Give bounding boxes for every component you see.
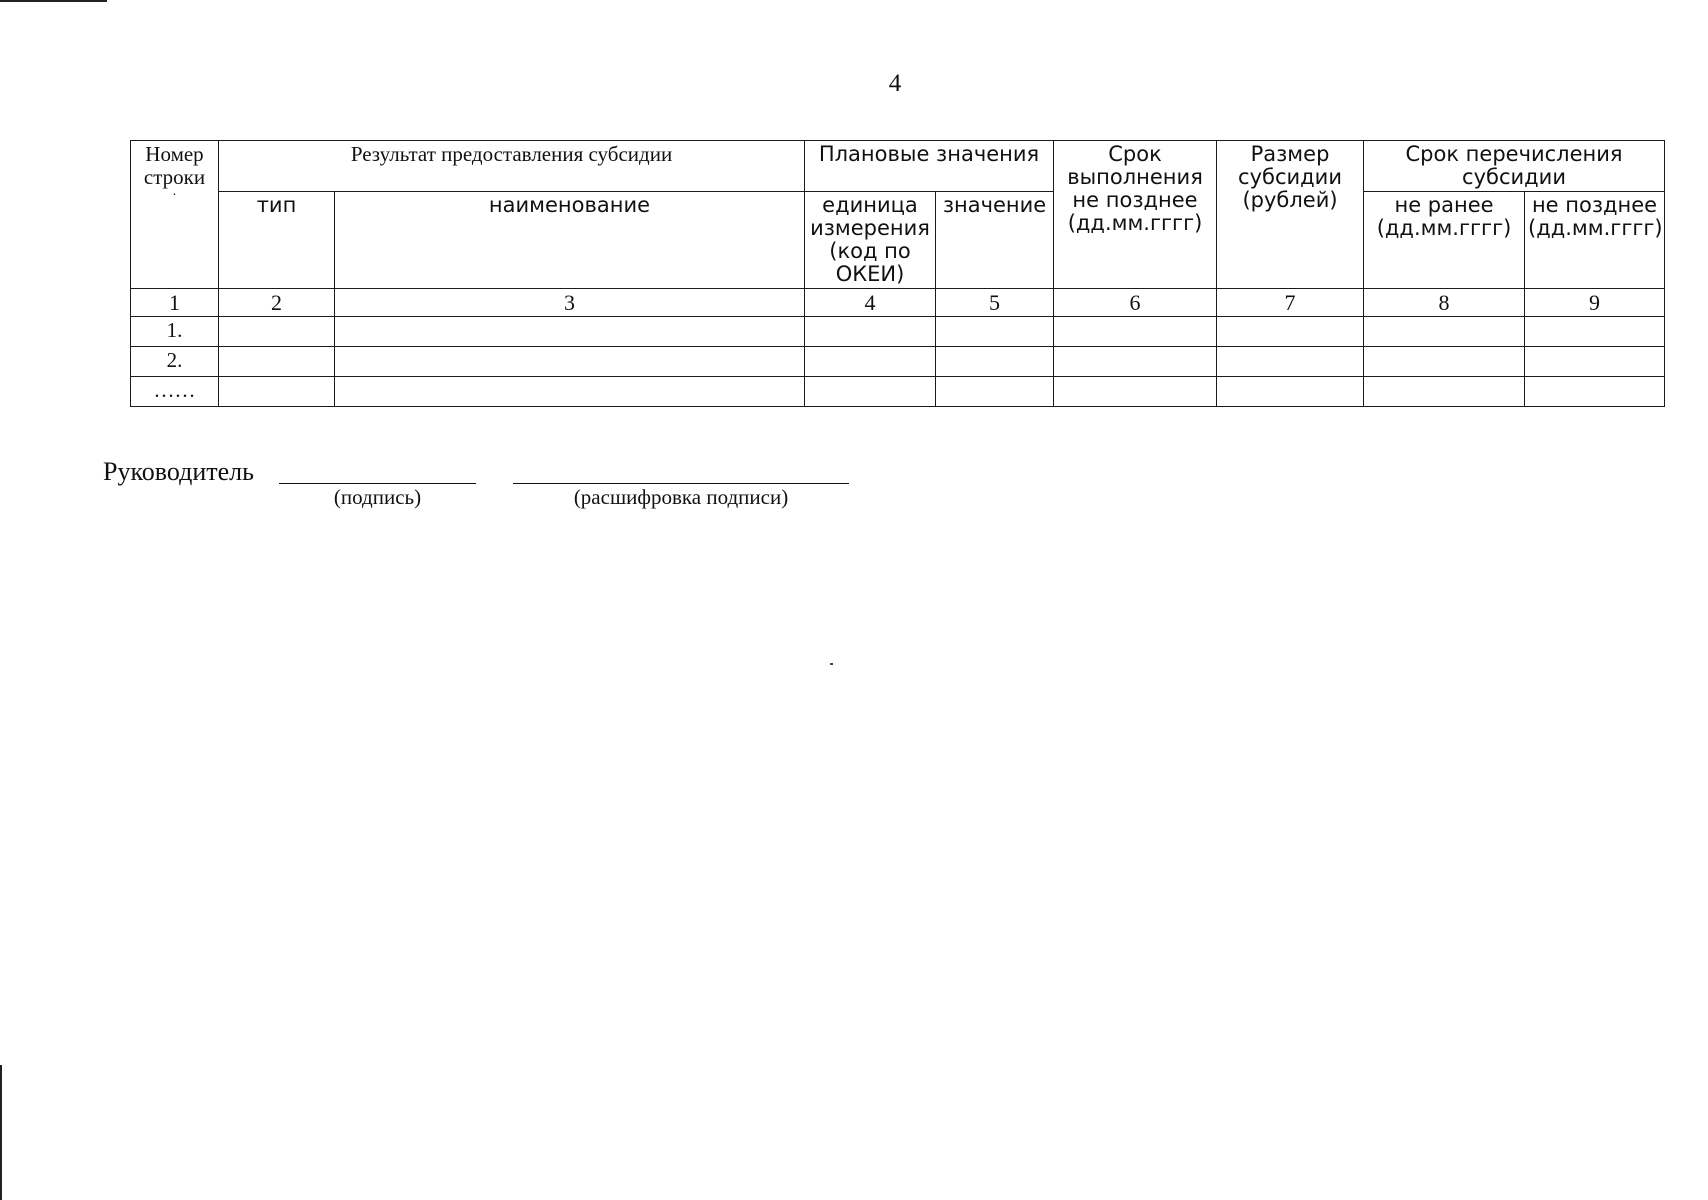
column-number: 8	[1364, 289, 1525, 317]
table-row	[131, 377, 1665, 407]
signature-line	[279, 483, 476, 484]
table-cell	[1364, 347, 1525, 377]
table-row	[131, 317, 1665, 347]
header-plan-group: Плановые значения	[805, 141, 1054, 192]
table-cell	[1217, 317, 1364, 347]
table-cell	[936, 317, 1054, 347]
signature-label: Руководитель	[103, 457, 254, 486]
header-value: значение	[936, 192, 1054, 289]
column-number: 3	[335, 289, 805, 317]
table-cell	[1525, 317, 1665, 347]
header-name: наименование	[335, 192, 805, 289]
table-cell	[219, 317, 335, 347]
header-row-number-label: Номер строки	[143, 142, 206, 189]
header-not-later: не позднее (дд.мм.гггг)	[1525, 192, 1665, 289]
scan-speck	[830, 663, 833, 665]
signature-decoding-caption: (расшифровка подписи)	[573, 485, 789, 509]
header-result-group: Результат предоставления субсидии	[219, 141, 805, 192]
table-cell	[219, 377, 335, 407]
table-cell	[1525, 377, 1665, 407]
header-row-number-dot: ·	[172, 188, 177, 203]
row-number: 2.	[131, 347, 219, 377]
table-cell	[1054, 347, 1217, 377]
signature-decoding-line	[513, 483, 849, 484]
table-cell	[1364, 377, 1525, 407]
row-number: ……	[131, 377, 219, 407]
table-cell	[1525, 347, 1665, 377]
header-deadline: Срок выполнения не позднее (дд.мм.гггг)	[1054, 141, 1217, 289]
column-number: 7	[1217, 289, 1364, 317]
header-subsidy-size: Размер субсидии (рублей)	[1217, 141, 1364, 289]
header-type: тип	[219, 192, 335, 289]
table-cell	[1054, 377, 1217, 407]
subsidy-results-table	[130, 140, 1665, 407]
table-cell	[1217, 377, 1364, 407]
column-number: 4	[805, 289, 936, 317]
header-row-number	[131, 141, 219, 289]
table-cell	[936, 377, 1054, 407]
page-number: 4	[888, 70, 902, 97]
table-cell	[335, 347, 805, 377]
column-number: 1	[131, 289, 219, 317]
table-cell	[936, 347, 1054, 377]
table-cell	[1054, 317, 1217, 347]
column-number: 9	[1525, 289, 1665, 317]
table-cell	[219, 347, 335, 377]
table-cell	[1217, 347, 1364, 377]
table-cell	[335, 377, 805, 407]
table-cell	[805, 317, 936, 347]
table-cell	[335, 317, 805, 347]
header-not-earlier: не ранее (дд.мм.гггг)	[1364, 192, 1525, 289]
table-cell	[805, 347, 936, 377]
header-transfer-group: Срок перечисления субсидии	[1364, 141, 1665, 192]
scan-edge-mark-top	[0, 0, 107, 2]
table-row	[131, 347, 1665, 377]
signature-caption: (подпись)	[333, 485, 422, 509]
table-cell	[805, 377, 936, 407]
header-unit: единица измерения (код по ОКЕИ)	[805, 192, 936, 289]
column-number: 5	[936, 289, 1054, 317]
signature-block	[103, 457, 903, 517]
column-number: 2	[219, 289, 335, 317]
row-number: 1.	[131, 317, 219, 347]
column-number: 6	[1054, 289, 1217, 317]
table-cell	[1364, 317, 1525, 347]
scan-edge-mark-left	[0, 1065, 2, 1200]
